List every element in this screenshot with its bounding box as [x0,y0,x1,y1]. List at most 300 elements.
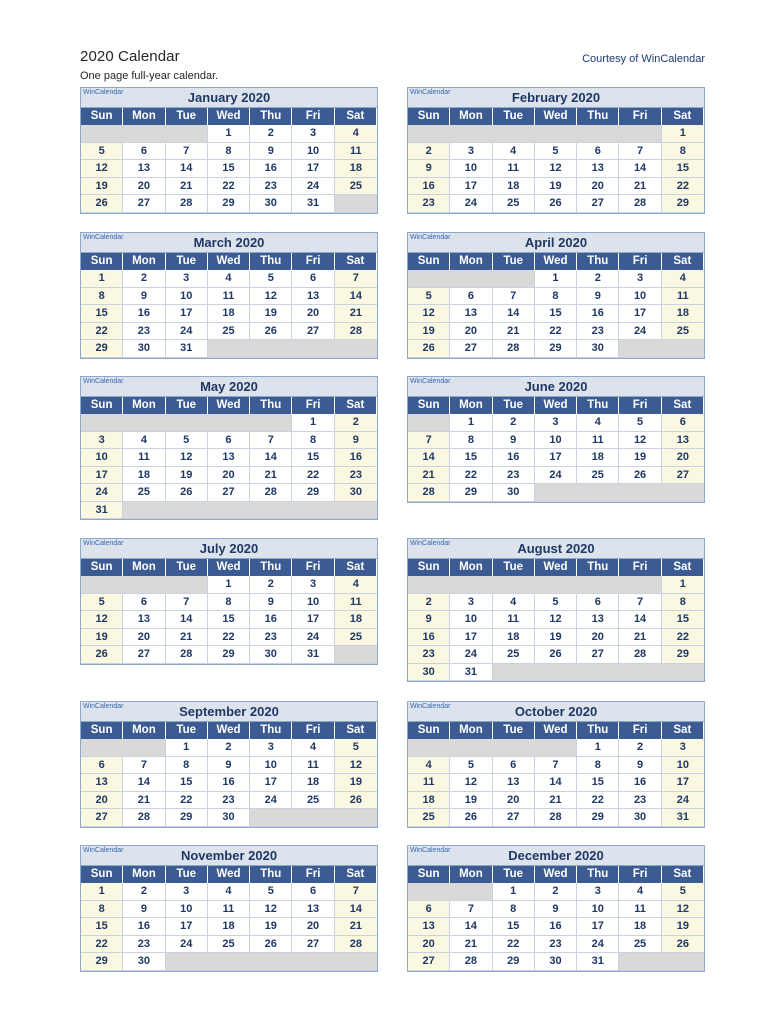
day-cell[interactable]: 23 [619,792,661,810]
day-cell[interactable]: 5 [619,414,661,432]
day-cell[interactable]: 12 [166,449,208,467]
day-cell[interactable]: 31 [292,195,334,213]
day-cell[interactable]: 19 [335,774,377,792]
day-cell[interactable]: 7 [335,270,377,288]
day-cell[interactable]: 7 [493,288,535,306]
day-cell[interactable]: 15 [577,774,619,792]
day-cell[interactable]: 12 [662,901,704,919]
day-cell[interactable]: 23 [408,195,450,213]
day-cell[interactable]: 21 [408,467,450,485]
day-cell[interactable]: 24 [292,178,334,196]
day-cell[interactable]: 13 [662,432,704,450]
day-cell[interactable]: 1 [208,576,250,594]
day-cell[interactable]: 7 [250,432,292,450]
day-cell[interactable]: 16 [535,918,577,936]
day-cell[interactable]: 14 [250,449,292,467]
day-cell[interactable]: 1 [81,270,123,288]
day-cell[interactable]: 26 [619,467,661,485]
brand-label[interactable]: WinCalendar [410,89,451,96]
day-cell[interactable]: 21 [619,629,661,647]
day-cell[interactable]: 15 [81,305,123,323]
day-cell[interactable]: 4 [619,883,661,901]
day-cell[interactable]: 11 [577,432,619,450]
day-cell[interactable]: 28 [450,953,492,971]
day-cell[interactable]: 24 [81,484,123,502]
day-cell[interactable]: 12 [535,160,577,178]
day-cell[interactable]: 6 [577,143,619,161]
day-cell[interactable]: 9 [619,757,661,775]
day-cell[interactable]: 28 [493,340,535,358]
day-cell[interactable]: 27 [408,953,450,971]
day-cell[interactable]: 25 [619,936,661,954]
day-cell[interactable]: 6 [81,757,123,775]
day-cell[interactable]: 7 [535,757,577,775]
day-cell[interactable]: 18 [208,918,250,936]
day-cell[interactable]: 15 [662,160,704,178]
day-cell[interactable]: 19 [619,449,661,467]
day-cell[interactable]: 23 [408,646,450,664]
day-cell[interactable]: 7 [450,901,492,919]
day-cell[interactable]: 16 [250,611,292,629]
day-cell[interactable]: 24 [292,629,334,647]
day-cell[interactable]: 22 [208,178,250,196]
day-cell[interactable]: 25 [335,629,377,647]
day-cell[interactable]: 27 [81,809,123,827]
day-cell[interactable]: 12 [250,288,292,306]
day-cell[interactable]: 13 [208,449,250,467]
day-cell[interactable]: 11 [123,449,165,467]
day-cell[interactable]: 29 [208,195,250,213]
day-cell[interactable]: 15 [535,305,577,323]
day-cell[interactable]: 27 [292,936,334,954]
day-cell[interactable]: 10 [250,757,292,775]
day-cell[interactable]: 17 [292,611,334,629]
day-cell[interactable]: 1 [292,414,334,432]
day-cell[interactable]: 19 [81,178,123,196]
day-cell[interactable]: 6 [450,288,492,306]
day-cell[interactable]: 9 [335,432,377,450]
day-cell[interactable]: 30 [577,340,619,358]
day-cell[interactable]: 12 [335,757,377,775]
day-cell[interactable]: 6 [493,757,535,775]
day-cell[interactable]: 5 [81,143,123,161]
day-cell[interactable]: 20 [292,305,334,323]
day-cell[interactable]: 13 [292,901,334,919]
day-cell[interactable]: 2 [123,270,165,288]
day-cell[interactable]: 17 [662,774,704,792]
day-cell[interactable]: 9 [123,288,165,306]
day-cell[interactable]: 24 [535,467,577,485]
day-cell[interactable]: 20 [450,323,492,341]
day-cell[interactable]: 21 [619,178,661,196]
day-cell[interactable]: 5 [450,757,492,775]
day-cell[interactable]: 8 [662,594,704,612]
day-cell[interactable]: 9 [535,901,577,919]
day-cell[interactable]: 10 [81,449,123,467]
day-cell[interactable]: 27 [292,323,334,341]
day-cell[interactable]: 1 [166,739,208,757]
day-cell[interactable]: 1 [81,883,123,901]
day-cell[interactable]: 9 [250,143,292,161]
day-cell[interactable]: 28 [335,936,377,954]
day-cell[interactable]: 4 [408,757,450,775]
day-cell[interactable]: 30 [123,340,165,358]
day-cell[interactable]: 14 [166,611,208,629]
courtesy-link[interactable]: Courtesy of WinCalendar [582,53,705,65]
day-cell[interactable]: 24 [250,792,292,810]
day-cell[interactable]: 4 [208,883,250,901]
day-cell[interactable]: 25 [123,484,165,502]
day-cell[interactable]: 27 [123,195,165,213]
day-cell[interactable]: 1 [535,270,577,288]
day-cell[interactable]: 12 [535,611,577,629]
day-cell[interactable]: 14 [535,774,577,792]
day-cell[interactable]: 7 [619,143,661,161]
day-cell[interactable]: 20 [123,178,165,196]
day-cell[interactable]: 7 [335,883,377,901]
brand-label[interactable]: WinCalendar [410,703,451,710]
day-cell[interactable]: 30 [535,953,577,971]
day-cell[interactable]: 8 [493,901,535,919]
day-cell[interactable]: 20 [408,936,450,954]
day-cell[interactable]: 18 [577,449,619,467]
day-cell[interactable]: 13 [577,611,619,629]
day-cell[interactable]: 15 [450,449,492,467]
day-cell[interactable]: 25 [662,323,704,341]
day-cell[interactable]: 29 [577,809,619,827]
brand-label[interactable]: WinCalendar [410,540,451,547]
day-cell[interactable]: 14 [619,611,661,629]
day-cell[interactable]: 1 [493,883,535,901]
day-cell[interactable]: 2 [208,739,250,757]
day-cell[interactable]: 4 [493,594,535,612]
day-cell[interactable]: 26 [450,809,492,827]
day-cell[interactable]: 28 [166,195,208,213]
day-cell[interactable]: 3 [450,143,492,161]
day-cell[interactable]: 20 [662,449,704,467]
day-cell[interactable]: 25 [335,178,377,196]
day-cell[interactable]: 21 [166,178,208,196]
day-cell[interactable]: 17 [450,629,492,647]
day-cell[interactable]: 26 [662,936,704,954]
day-cell[interactable]: 28 [123,809,165,827]
day-cell[interactable]: 30 [493,484,535,502]
day-cell[interactable]: 25 [408,809,450,827]
brand-label[interactable]: WinCalendar [83,703,124,710]
day-cell[interactable]: 17 [292,160,334,178]
day-cell[interactable]: 5 [535,594,577,612]
day-cell[interactable]: 3 [166,270,208,288]
day-cell[interactable]: 5 [535,143,577,161]
day-cell[interactable]: 16 [335,449,377,467]
day-cell[interactable]: 4 [292,739,334,757]
brand-label[interactable]: WinCalendar [410,378,451,385]
day-cell[interactable]: 18 [662,305,704,323]
day-cell[interactable]: 8 [208,594,250,612]
day-cell[interactable]: 23 [250,178,292,196]
day-cell[interactable]: 22 [450,467,492,485]
day-cell[interactable]: 11 [619,901,661,919]
day-cell[interactable]: 8 [166,757,208,775]
day-cell[interactable]: 30 [408,664,450,682]
day-cell[interactable]: 1 [662,576,704,594]
day-cell[interactable]: 10 [577,901,619,919]
day-cell[interactable]: 4 [577,414,619,432]
day-cell[interactable]: 31 [81,502,123,520]
day-cell[interactable]: 30 [208,809,250,827]
day-cell[interactable]: 27 [577,195,619,213]
day-cell[interactable]: 29 [81,953,123,971]
day-cell[interactable]: 5 [335,739,377,757]
day-cell[interactable]: 14 [166,160,208,178]
day-cell[interactable]: 22 [535,323,577,341]
day-cell[interactable]: 11 [493,611,535,629]
day-cell[interactable]: 20 [577,178,619,196]
day-cell[interactable]: 24 [450,195,492,213]
day-cell[interactable]: 17 [577,918,619,936]
day-cell[interactable]: 3 [577,883,619,901]
day-cell[interactable]: 4 [335,576,377,594]
day-cell[interactable]: 19 [450,792,492,810]
day-cell[interactable]: 24 [619,323,661,341]
day-cell[interactable]: 13 [408,918,450,936]
day-cell[interactable]: 17 [166,918,208,936]
day-cell[interactable]: 14 [123,774,165,792]
day-cell[interactable]: 29 [662,195,704,213]
day-cell[interactable]: 13 [493,774,535,792]
day-cell[interactable]: 21 [335,918,377,936]
day-cell[interactable]: 20 [208,467,250,485]
day-cell[interactable]: 28 [166,646,208,664]
day-cell[interactable]: 25 [208,323,250,341]
day-cell[interactable]: 2 [335,414,377,432]
day-cell[interactable]: 26 [535,646,577,664]
day-cell[interactable]: 28 [619,195,661,213]
day-cell[interactable]: 26 [166,484,208,502]
day-cell[interactable]: 14 [493,305,535,323]
day-cell[interactable]: 3 [662,739,704,757]
day-cell[interactable]: 19 [535,629,577,647]
day-cell[interactable]: 27 [450,340,492,358]
day-cell[interactable]: 16 [250,160,292,178]
day-cell[interactable]: 29 [208,646,250,664]
day-cell[interactable]: 10 [450,611,492,629]
brand-label[interactable]: WinCalendar [83,234,124,241]
day-cell[interactable]: 25 [493,195,535,213]
day-cell[interactable]: 20 [292,918,334,936]
day-cell[interactable]: 30 [123,953,165,971]
day-cell[interactable]: 9 [408,611,450,629]
day-cell[interactable]: 3 [619,270,661,288]
day-cell[interactable]: 31 [577,953,619,971]
day-cell[interactable]: 17 [619,305,661,323]
day-cell[interactable]: 24 [577,936,619,954]
day-cell[interactable]: 11 [335,143,377,161]
day-cell[interactable]: 3 [250,739,292,757]
day-cell[interactable]: 29 [493,953,535,971]
day-cell[interactable]: 22 [577,792,619,810]
day-cell[interactable]: 11 [292,757,334,775]
day-cell[interactable]: 14 [619,160,661,178]
day-cell[interactable]: 6 [662,414,704,432]
day-cell[interactable]: 7 [123,757,165,775]
day-cell[interactable]: 10 [292,143,334,161]
day-cell[interactable]: 12 [81,160,123,178]
day-cell[interactable]: 6 [208,432,250,450]
day-cell[interactable]: 20 [577,629,619,647]
day-cell[interactable]: 19 [535,178,577,196]
day-cell[interactable]: 7 [166,143,208,161]
day-cell[interactable]: 11 [408,774,450,792]
day-cell[interactable]: 17 [535,449,577,467]
day-cell[interactable]: 2 [619,739,661,757]
day-cell[interactable]: 13 [123,160,165,178]
day-cell[interactable]: 29 [81,340,123,358]
day-cell[interactable]: 26 [535,195,577,213]
day-cell[interactable]: 22 [493,936,535,954]
day-cell[interactable]: 5 [408,288,450,306]
day-cell[interactable]: 5 [166,432,208,450]
day-cell[interactable]: 15 [493,918,535,936]
day-cell[interactable]: 28 [250,484,292,502]
day-cell[interactable]: 6 [408,901,450,919]
day-cell[interactable]: 20 [493,792,535,810]
day-cell[interactable]: 2 [123,883,165,901]
day-cell[interactable]: 2 [535,883,577,901]
day-cell[interactable]: 13 [292,288,334,306]
day-cell[interactable]: 5 [250,270,292,288]
day-cell[interactable]: 21 [335,305,377,323]
day-cell[interactable]: 2 [493,414,535,432]
day-cell[interactable]: 8 [450,432,492,450]
day-cell[interactable]: 20 [81,792,123,810]
day-cell[interactable]: 26 [335,792,377,810]
day-cell[interactable]: 6 [292,270,334,288]
day-cell[interactable]: 15 [662,611,704,629]
day-cell[interactable]: 8 [535,288,577,306]
day-cell[interactable]: 8 [577,757,619,775]
day-cell[interactable]: 25 [493,646,535,664]
day-cell[interactable]: 21 [450,936,492,954]
day-cell[interactable]: 5 [250,883,292,901]
day-cell[interactable]: 13 [450,305,492,323]
day-cell[interactable]: 21 [123,792,165,810]
day-cell[interactable]: 15 [166,774,208,792]
day-cell[interactable]: 15 [208,611,250,629]
day-cell[interactable]: 16 [577,305,619,323]
day-cell[interactable]: 18 [408,792,450,810]
day-cell[interactable]: 16 [408,178,450,196]
day-cell[interactable]: 12 [408,305,450,323]
brand-label[interactable]: WinCalendar [83,89,124,96]
day-cell[interactable]: 8 [662,143,704,161]
day-cell[interactable]: 24 [166,323,208,341]
day-cell[interactable]: 19 [81,629,123,647]
day-cell[interactable]: 8 [292,432,334,450]
day-cell[interactable]: 28 [335,323,377,341]
day-cell[interactable]: 10 [292,594,334,612]
day-cell[interactable]: 12 [250,901,292,919]
day-cell[interactable]: 26 [250,936,292,954]
day-cell[interactable]: 30 [250,646,292,664]
day-cell[interactable]: 9 [250,594,292,612]
day-cell[interactable]: 2 [408,143,450,161]
day-cell[interactable]: 26 [250,323,292,341]
day-cell[interactable]: 18 [335,160,377,178]
day-cell[interactable]: 25 [208,936,250,954]
day-cell[interactable]: 11 [662,288,704,306]
day-cell[interactable]: 21 [535,792,577,810]
day-cell[interactable]: 30 [619,809,661,827]
day-cell[interactable]: 12 [619,432,661,450]
day-cell[interactable]: 4 [123,432,165,450]
day-cell[interactable]: 31 [166,340,208,358]
day-cell[interactable]: 5 [662,883,704,901]
day-cell[interactable]: 30 [250,195,292,213]
day-cell[interactable]: 28 [408,484,450,502]
day-cell[interactable]: 29 [292,484,334,502]
day-cell[interactable]: 7 [619,594,661,612]
brand-label[interactable]: WinCalendar [410,234,451,241]
day-cell[interactable]: 23 [577,323,619,341]
day-cell[interactable]: 17 [250,774,292,792]
day-cell[interactable]: 24 [662,792,704,810]
day-cell[interactable]: 27 [662,467,704,485]
day-cell[interactable]: 23 [123,323,165,341]
day-cell[interactable]: 22 [166,792,208,810]
day-cell[interactable]: 3 [292,576,334,594]
day-cell[interactable]: 16 [208,774,250,792]
day-cell[interactable]: 5 [81,594,123,612]
day-cell[interactable]: 24 [166,936,208,954]
day-cell[interactable]: 18 [292,774,334,792]
day-cell[interactable]: 16 [493,449,535,467]
day-cell[interactable]: 29 [450,484,492,502]
day-cell[interactable]: 27 [493,809,535,827]
day-cell[interactable]: 14 [450,918,492,936]
day-cell[interactable]: 8 [208,143,250,161]
day-cell[interactable]: 24 [450,646,492,664]
day-cell[interactable]: 1 [662,125,704,143]
day-cell[interactable]: 8 [81,288,123,306]
day-cell[interactable]: 14 [335,288,377,306]
day-cell[interactable]: 22 [662,629,704,647]
brand-label[interactable]: WinCalendar [410,847,451,854]
day-cell[interactable]: 16 [123,305,165,323]
day-cell[interactable]: 20 [123,629,165,647]
day-cell[interactable]: 31 [662,809,704,827]
day-cell[interactable]: 10 [535,432,577,450]
day-cell[interactable]: 11 [335,594,377,612]
day-cell[interactable]: 6 [577,594,619,612]
day-cell[interactable]: 29 [662,646,704,664]
day-cell[interactable]: 19 [250,305,292,323]
day-cell[interactable]: 23 [493,467,535,485]
day-cell[interactable]: 9 [493,432,535,450]
day-cell[interactable]: 22 [662,178,704,196]
day-cell[interactable]: 7 [408,432,450,450]
day-cell[interactable]: 3 [535,414,577,432]
day-cell[interactable]: 6 [123,143,165,161]
day-cell[interactable]: 17 [166,305,208,323]
day-cell[interactable]: 26 [81,646,123,664]
day-cell[interactable]: 18 [493,629,535,647]
day-cell[interactable]: 14 [408,449,450,467]
day-cell[interactable]: 3 [166,883,208,901]
day-cell[interactable]: 26 [408,340,450,358]
day-cell[interactable]: 21 [493,323,535,341]
brand-label[interactable]: WinCalendar [83,847,124,854]
